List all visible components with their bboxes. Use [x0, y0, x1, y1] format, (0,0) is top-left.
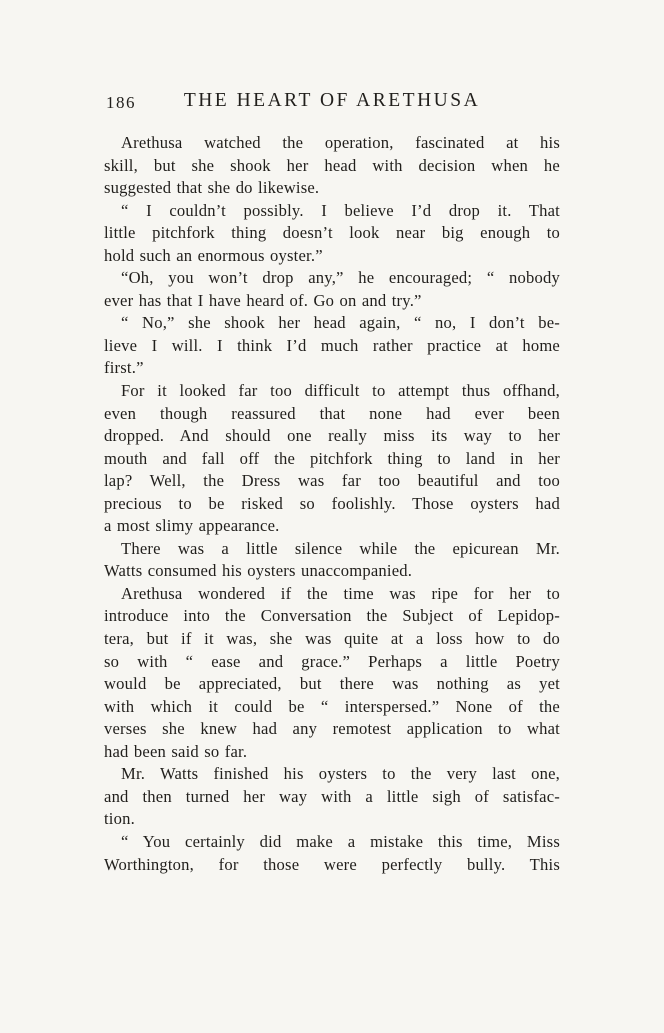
text-column [104, 0, 560, 876]
paragraph [104, 763, 560, 831]
text-line: Arethusa wondered if the time was ripe for her to [121, 583, 560, 603]
paragraph [104, 312, 560, 380]
page-number: 186 [106, 93, 136, 112]
text-line: tera, but if it was, she was quite at a loss how to do [104, 629, 560, 649]
text-line: Arethusa watched the operation, fascinated at his [121, 133, 560, 152]
text-line: mouth and fall off the pitchfork thing to land in her [104, 448, 560, 468]
text-line: tion. [104, 809, 135, 829]
text-line: “Oh, you won’t drop any,” he encouraged; “ nobody [121, 268, 560, 288]
text-line: Watts consumed his oysters unaccompanied. [104, 561, 413, 581]
page-body [104, 132, 560, 876]
running-title: THE HEART OF ARETHUSA [183, 90, 481, 111]
text-line: introduce into the Conversation the Subject of Lepidop- [104, 606, 560, 626]
text-line: even though reassured that none had ever been [104, 403, 560, 423]
text-line: suggested that she do likewise. [104, 178, 320, 198]
paragraph [104, 831, 560, 876]
text-line: had been said so far. [104, 741, 248, 761]
text-line: precious to be risked so foolishly. Those oysters had [104, 493, 560, 513]
paragraph [104, 583, 560, 763]
paragraph [104, 200, 560, 268]
text-line: For it looked far too difficult to attempt thus offhand, [121, 381, 560, 401]
text-line: first.” [104, 358, 144, 378]
text-line: ever has that I have heard of. Go on and try.” [104, 290, 422, 310]
text-line: Worthington, for those were perfectly bully. This [104, 854, 560, 874]
text-line: little pitchfork thing doesn’t look near big enough to [104, 223, 560, 243]
paragraph [104, 132, 560, 200]
text-line: There was a little silence while the epicurean Mr. [121, 538, 560, 558]
text-line: dropped. And should one really miss its way to her [104, 426, 560, 446]
text-line: skill, but she shook her head with decision when he [104, 155, 560, 175]
text-line: hold such an enormous oyster.” [104, 245, 323, 265]
text-line: and then turned her way with a little sigh of satisfac- [104, 786, 560, 806]
text-line: “ You certainly did make a mistake this time, Miss [121, 831, 560, 851]
paragraph [104, 267, 560, 312]
text-line: lap? Well, the Dress was far too beautiful and too [104, 471, 560, 491]
text-line: would be appreciated, but there was nothing as yet [104, 674, 560, 694]
text-line: lieve I will. I think I’d much rather practice at home [104, 335, 560, 355]
text-line: verses she knew had any remotest application to what [104, 719, 560, 739]
text-line: so with “ ease and grace.” Perhaps a little Poetry [104, 651, 560, 671]
text-line: a most slimy appearance. [104, 516, 280, 536]
text-line: “ I couldn’t possibly. I believe I’d drop it. That [121, 200, 560, 220]
text-line: with which it could be “ interspersed.” None of the [104, 696, 560, 716]
text-line: Mr. Watts finished his oysters to the very last one, [121, 764, 560, 784]
page-header [104, 90, 560, 116]
paragraph [104, 380, 560, 538]
paragraph [104, 538, 560, 583]
text-line: “ No,” she shook her head again, “ no, I don’t be- [121, 313, 560, 333]
